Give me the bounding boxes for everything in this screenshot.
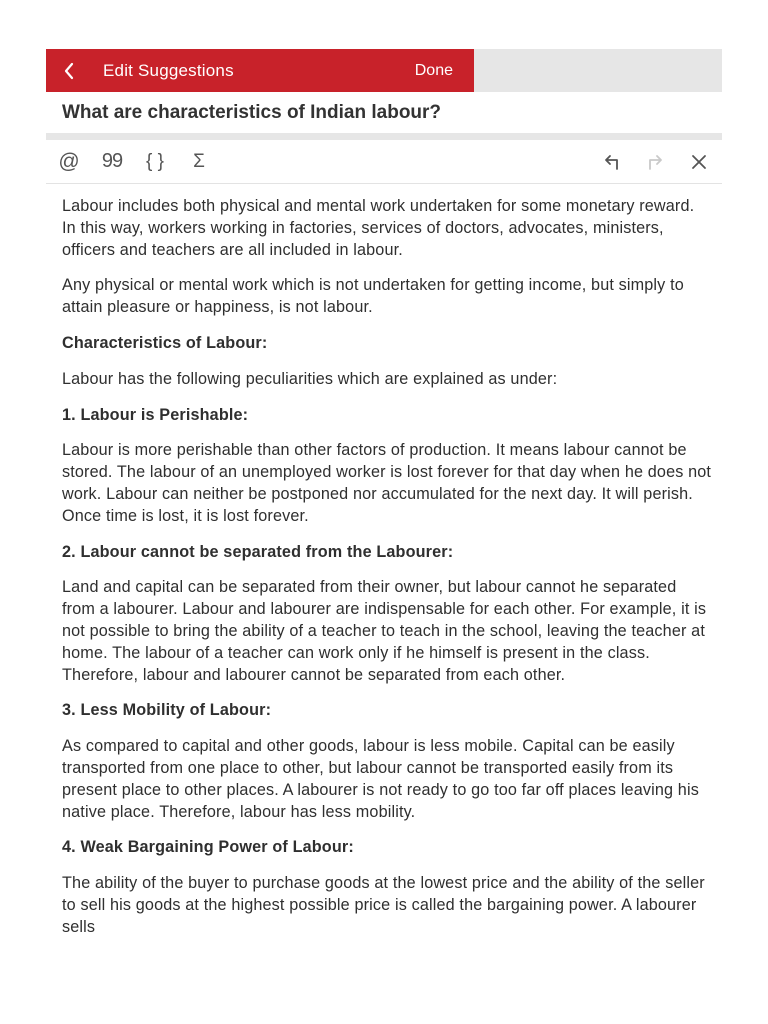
close-icon xyxy=(689,152,709,172)
question-title: What are characteristics of Indian labour? xyxy=(46,92,722,133)
section-heading: 3. Less Mobility of Labour: xyxy=(62,701,272,720)
redo-icon xyxy=(645,152,665,172)
top-bar xyxy=(46,49,722,92)
editor-panel xyxy=(46,49,722,184)
chevron-left-icon xyxy=(63,62,75,80)
section-heading: 1. Labour is Perishable: xyxy=(62,405,249,424)
formatting-toolbar xyxy=(46,140,722,184)
mention-button[interactable] xyxy=(52,140,86,183)
paragraph: Labour includes both physical and mental work undertaken for some monetary reward. In this way, workers working in factories, services of doctors, advocates, ministers, officers and teachers are all included in labour. xyxy=(62,197,695,259)
paragraph: The ability of the buyer to purchase goods at the lowest price and the ability of the seller to sell his goods at the highest possible price is called the bargaining power. A labourer sells xyxy=(62,874,705,936)
done-button[interactable]: Done xyxy=(414,61,453,79)
divider xyxy=(46,133,722,140)
code-button[interactable] xyxy=(138,140,172,183)
paragraph: Labour is more perishable than other factors of production. It means labour cannot be stored. The labour of an unemployed worker is lost forever for that day when he does not work. Labour can neither be postponed nor accumulated for the next day. It will perish. Once time is lost, it is lost forever. xyxy=(62,441,712,525)
undo-button[interactable] xyxy=(595,140,629,183)
mention-icon: @ xyxy=(58,149,80,173)
paragraph: As compared to capital and other goods, labour is less mobile. Capital can be easily transported from one place to other, but labour cannot be transported easily from its present place to other places. A labourer is not ready to go too far off places leaving his native place. Therefore, labour has less mobility. xyxy=(62,737,699,821)
back-button[interactable] xyxy=(46,49,92,92)
sigma-icon: Σ xyxy=(193,150,205,172)
section-heading: Characteristics of Labour: xyxy=(62,333,268,352)
redo-button[interactable] xyxy=(638,140,672,183)
quote-icon: 99 xyxy=(101,150,123,172)
sigma-button[interactable] xyxy=(182,140,216,183)
undo-icon xyxy=(602,152,622,172)
paragraph: Any physical or mental work which is not undertaken for getting income, but simply to attain pleasure or happiness, is not labour. xyxy=(62,276,684,317)
section-heading: 4. Weak Bargaining Power of Labour: xyxy=(62,838,354,857)
quote-button[interactable] xyxy=(95,140,129,183)
paragraph: Land and capital can be separated from their owner, but labour cannot he separated from a labourer. Labour and labourer are indispensable for each other. For example, it is not possible to bring the ability of a teacher to teach in the school, leaving the teacher at home. The labour of a teacher can work only if he himself is present in the class. Therefore, labour and labourer cannot be separated from each other. xyxy=(62,578,707,684)
header-title: Edit Suggestions xyxy=(103,60,234,80)
paragraph: Labour has the following peculiarities which are explained as under: xyxy=(62,369,558,388)
close-button[interactable] xyxy=(682,140,716,183)
section-heading: 2. Labour cannot be separated from the Labourer: xyxy=(62,542,454,561)
header-bar xyxy=(46,49,474,92)
answer-editor[interactable] xyxy=(62,196,712,953)
code-icon: { } xyxy=(146,150,164,172)
